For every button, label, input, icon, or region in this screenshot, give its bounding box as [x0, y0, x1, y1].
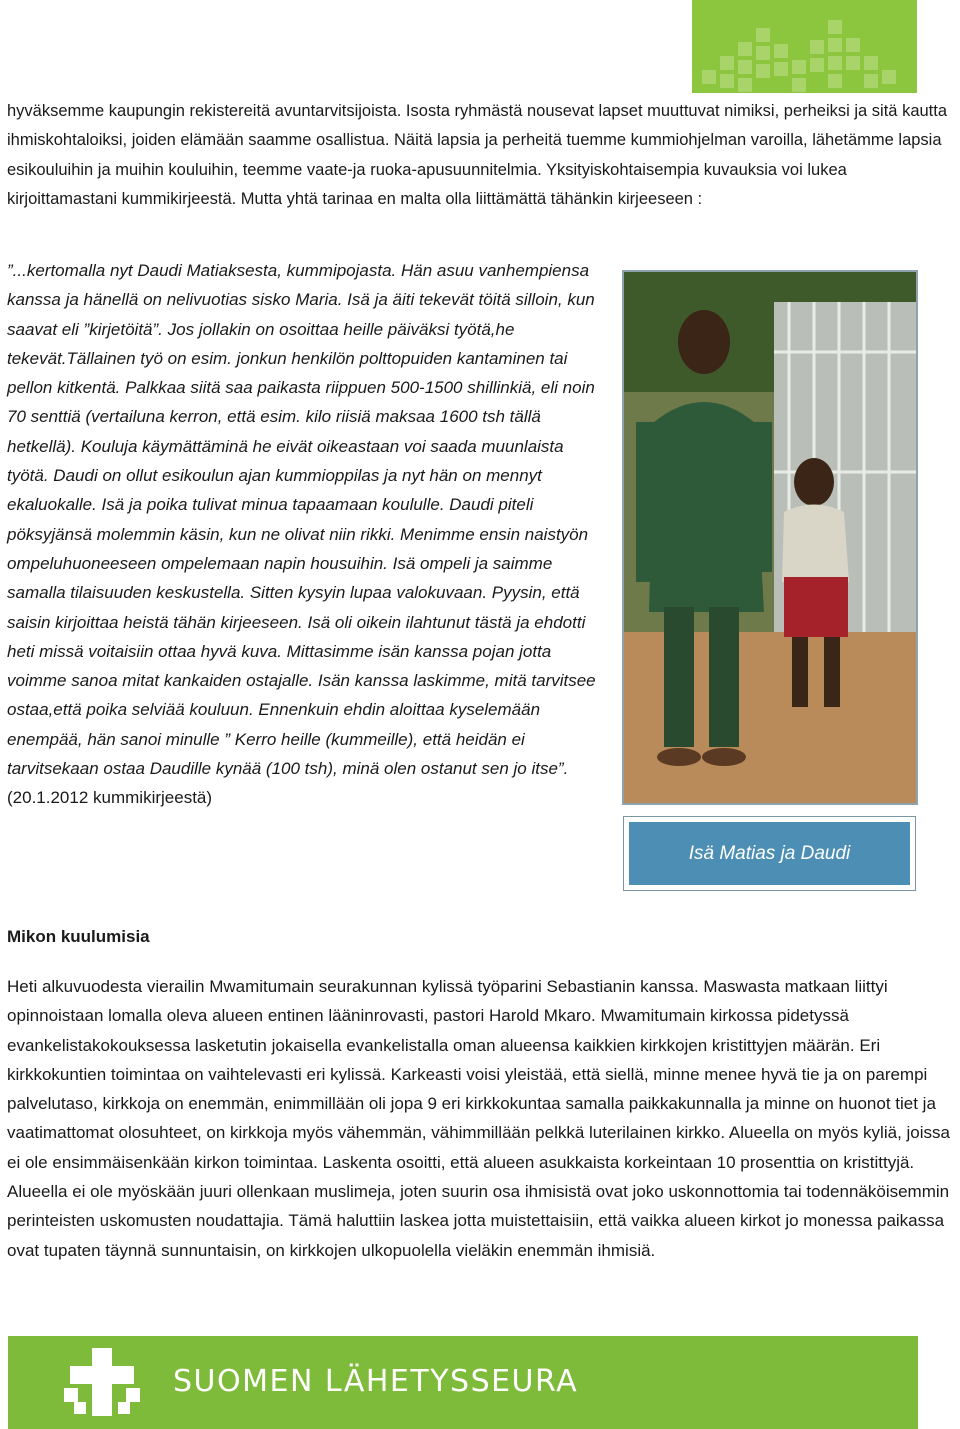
story-date: (20.1.2012 kummikirjeestä)	[7, 788, 213, 808]
cross-logo-icon	[64, 1348, 140, 1416]
section-body: Heti alkuvuodesta vierailin Mwamitumain seurakunnan kylissä työparini Sebastianin kanssa. Maswasta matkaan liittyi opinnoistaan lomalla oleva alueen entinen lääninrovasti, pastori Harold Mkaro. Mwamitumain kirkossa pidetyssä evankelistakokouksessa lasketutin jokaisella evankelistalla oman alueensa kaikkien kirkkojen kristittyjen määrän. Eri kirkkokuntien toimintaa on vaihtelevasti eri kylissä. Karkeasti voisi yleistää, että siellä, minne menee hyvä tie ja on parempi palvelutaso, kirkkoja on enemmän, enimmillään oli jopa 9 eri kirkkokuntaa samalla paikkakunnalla ja minne on huonot tiet ja vaatimattomat olosuhteet, on kirkkoja myös vähemmän, vähimmillään pelkkä luterilainen kirkko. Alueella on myös kyliä, joissa ei ole ensimmäisenkään kirkon toimintaa. Laskenta osoitti, että alueen asukkaista korkeintaan 10 prosenttia on kristittyjä. Alueella ei ole myöskään juuri ollenkaan muslimeja, joten suurin osa ihmisistä ovat joko uskonnottomia tai todennäköisemmin perinteisten uskomusten noudattajia. Tämä haluttiin laskea jotta muistettaisiin, että vaikka alueen kirkot jo monessa paikassa ovat tupaten täynnä sunnuntaisin, on kirkkojen ulkopuolella vieläkin enemmän ihmisiä.	[7, 977, 950, 1260]
top-brand-banner	[692, 0, 917, 93]
cross-mosaic-icon	[692, 0, 917, 93]
sponsor-letter-excerpt	[7, 256, 607, 813]
intro-paragraph: hyväksemme kaupungin rekistereitä avuntarvitsijoista. Isosta ryhmästä nousevat lapset muuttuvat nimiksi, perheiksi ja sitä kautta ihmiskohtaloiksi, joiden elämään saamme osallistua. Näitä lapsia ja perheitä tuemme kummiohjelman varoilla, lähetämme lapsia esikouluihin ja muihin kouluihin, teemme vaate-ja ruoka-apusuunnitelmia. Yksityiskohtaisempia kuvauksia voi lukea kirjoittamastani kummikirjeestä. Mutta yhtä tarinaa en malta olla liittämättä tähänkin kirjeeseen :	[7, 102, 948, 208]
photo-caption-box	[623, 816, 916, 891]
photo-illustration	[624, 272, 916, 803]
section-heading: Mikon kuulumisia	[7, 927, 150, 946]
footer-brand-banner	[8, 1336, 918, 1429]
organization-name: SUOMEN LÄHETYSSEURA	[173, 1364, 579, 1399]
photo-caption: Isä Matias ja Daudi	[629, 822, 910, 885]
photo-father-and-son	[622, 270, 918, 805]
story-text: ”...kertomalla nyt Daudi Matiaksesta, kummipojasta. Hän asuu vanhempiensa kanssa ja hänellä on nelivuotias sisko Maria. Isä ja äiti tekevät töitä silloin, kun saavat eli ”kirjetöitä”. Jos jollakin on osoittaa heille päiväksi työtä,he tekevät.Tällainen työ on esim. jonkun henkilön polttopuiden kantaminen tai pellon kitkentä. Palkkaa siitä saa paikasta riippuen 500-1500 shillinkiä, eli noin 70 senttiä (vertailuna kerron, että esim. kilo riisiä maksaa 1600 tsh tällä hetkellä). Kouluja käymättäminä he eivät oikeastaan voi saada muunlaista työtä. Daudi on ollut esikoulun ajan kummioppilas ja nyt hän on mennyt ekaluokalle. Isä ja poika tulivat minua tapaamaan koululle. Daudi piteli pöksyjänsä molemmin käsin, kun ne olivat niin rikki. Menimme ensin naistyön ompeluhuoneeseen ompelemaan napin housuihin. Isä ompeli ja saimme samalla tilaisuuden keskustella. Sitten kysyin lupaa valokuvaan. Pyysin, että saisin kirjoittaa heistä tähän kirjeeseen. Isä oli oikein ilahtunut tästä ja ehdotti heti missä voitaisiin ottaa hyvä kuva. Mittasimme isän kanssa pojan jotta voimme sanoa mitat kankaiden ostajalle. Isän kanssa laskimme, mitä tarvitsee ostaa,että poika selviää kouluun. Ennenkuin ehdin aloittaa kyselemään enempää, hän sanoi minulle ” Kerro heille (kummeille), että heidän ei tarvitsekaan ostaa Daudille kynää (100 tsh), minä olen ostanut sen jo itse”.	[7, 261, 596, 779]
